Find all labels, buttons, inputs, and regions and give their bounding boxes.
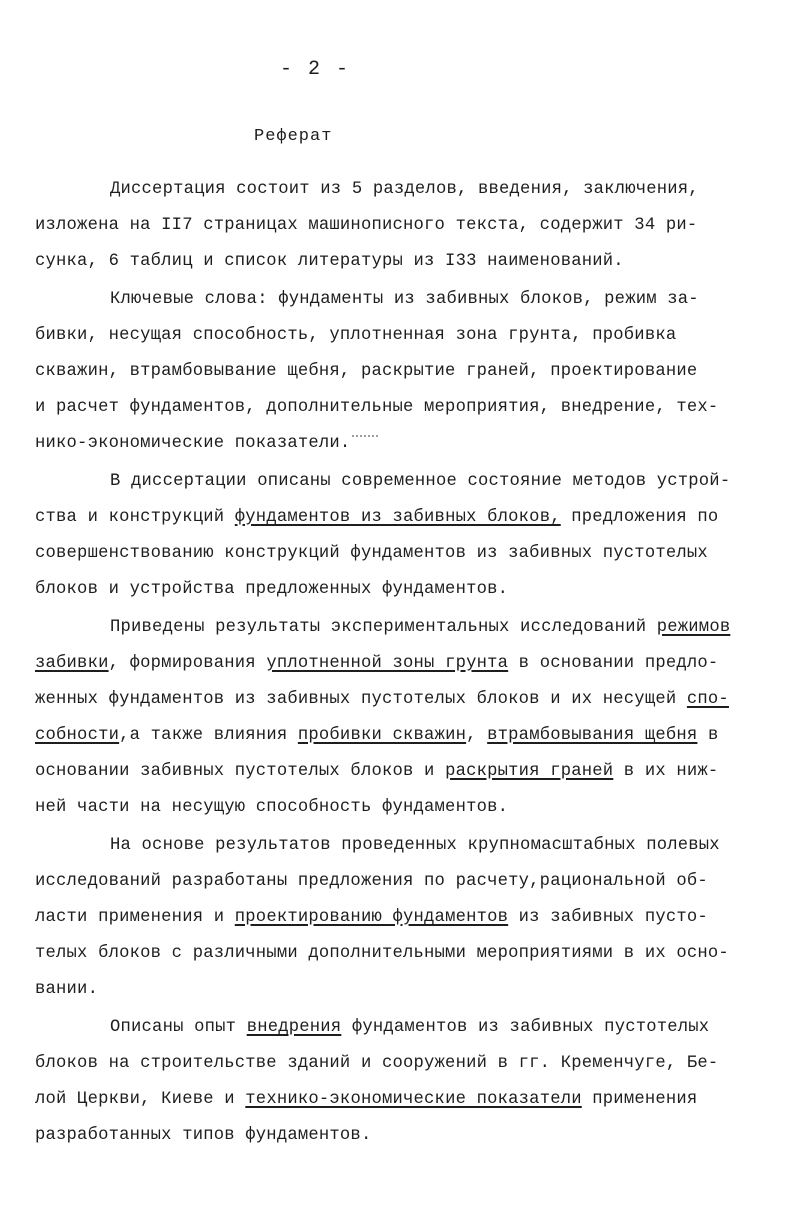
ink-smudge: [352, 435, 378, 449]
text-line: блоков и устройства предложенных фундаментов.: [35, 580, 509, 599]
text-line: [35, 690, 729, 709]
text-line: скважин, втрамбовывание щебня, раскрытие граней, проектирование: [35, 362, 698, 381]
text-line: [35, 654, 718, 673]
page-title: Реферат: [254, 127, 333, 146]
text-line: телых блоков с различными дополнительными мероприятиями в их осно-: [35, 944, 729, 963]
text-span: в основании предло-: [508, 654, 719, 673]
underlined-term: уплотненной зоны грунта: [266, 654, 509, 673]
text-span: Приведены результаты экспериментальных исследований: [110, 618, 657, 637]
text-line: ней части на несущую способность фундаментов.: [35, 798, 509, 817]
underlined-term: втрамбовывания щебня: [487, 726, 698, 745]
text-line: В диссертации описаны современное состояние методов устрой-: [110, 472, 731, 491]
underlined-term: собности: [35, 726, 120, 745]
text-line: бивки, несущая способность, уплотненная зона грунта, пробивка: [35, 326, 677, 345]
text-span: ласти применения и: [35, 908, 235, 927]
text-line: [35, 908, 708, 927]
text-line: [35, 726, 718, 745]
underlined-term: фундаментов из забивных блоков,: [234, 508, 561, 527]
underlined-term: раскрытия граней: [445, 762, 614, 781]
text-span: в их ниж-: [613, 762, 719, 781]
text-span: Описаны опыт: [110, 1018, 247, 1037]
text-line: [110, 618, 730, 637]
text-line: На основе результатов проведенных крупномасштабных полевых: [110, 836, 720, 855]
text-span: основании забивных пустотелых блоков и: [35, 762, 446, 781]
text-line: вании.: [35, 980, 99, 999]
text-line: изложена на II7 страницах машинописного текста, содержит 34 ри-: [35, 216, 698, 235]
text-line: и расчет фундаментов, дополнительные мероприятия, внедрение, тех-: [35, 398, 719, 417]
text-span: женных фундаментов из забивных пустотелых блоков и их несущей: [35, 690, 687, 709]
text-span: нико-экономические показатели.: [35, 434, 351, 453]
text-line: [35, 508, 718, 527]
underlined-term: спо-: [686, 690, 729, 709]
text-line: блоков на строительстве зданий и сооружений в гг. Кременчуге, Бе-: [35, 1054, 719, 1073]
text-span: из забивных пусто-: [508, 908, 708, 927]
text-line: [35, 762, 718, 781]
text-line: совершенствованию конструкций фундаментов из забивных пустотелых: [35, 544, 708, 563]
text-line: [35, 1090, 697, 1109]
text-span: фундаментов из забивных пустотелых: [341, 1018, 710, 1037]
text-span: , формирования: [108, 654, 267, 673]
text-line: [110, 1018, 709, 1037]
text-line: Диссертация состоит из 5 разделов, введения, заключения,: [110, 180, 699, 199]
text-span: ,: [466, 726, 488, 745]
text-line: Ключевые слова: фундаменты из забивных блоков, режим за-: [110, 290, 699, 309]
text-span: лой Церкви, Киеве и: [35, 1090, 246, 1109]
text-span: ства и конструкций: [35, 508, 235, 527]
underlined-term: забивки: [35, 654, 109, 673]
underlined-term: внедрения: [246, 1018, 342, 1037]
page-number: - 2 -: [279, 58, 350, 81]
text-line: исследований разработаны предложения по расчету,рациональной об-: [35, 872, 708, 891]
text-line: разработанных типов фундаментов.: [35, 1126, 372, 1145]
underlined-term: пробивки скважин: [297, 726, 467, 745]
text-span: предложения по: [560, 508, 719, 527]
text-span: в: [697, 726, 719, 745]
underlined-term: режимов: [656, 618, 731, 637]
text-line: сунка, 6 таблиц и список литературы из I33 наименований.: [35, 252, 624, 271]
text-span: ,а также влияния: [119, 726, 298, 745]
text-span: применения: [581, 1090, 698, 1109]
underlined-term: технико-экономические показатели: [245, 1090, 582, 1109]
text-line: [35, 434, 378, 453]
underlined-term: проектированию фундаментов: [234, 908, 509, 927]
